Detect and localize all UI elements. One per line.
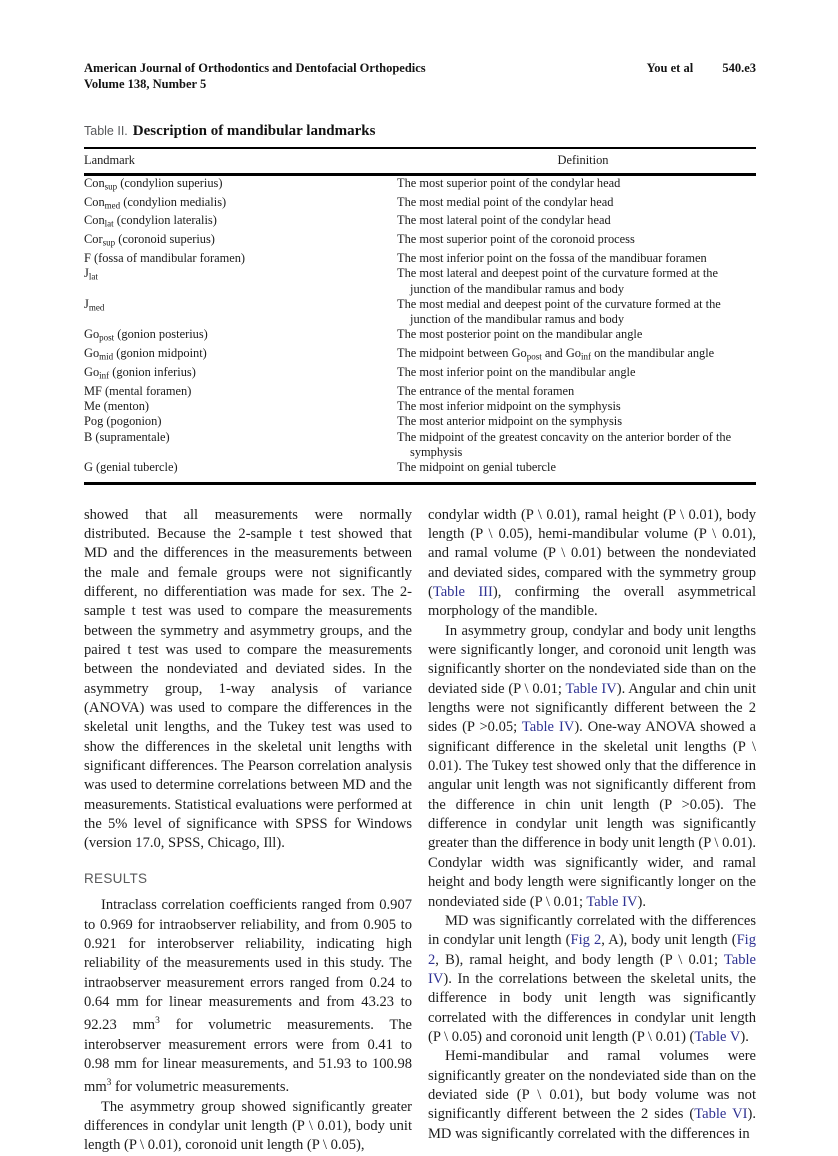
table-2-block	[84, 123, 756, 485]
definition-cell	[397, 327, 756, 346]
landmark-cell	[84, 414, 410, 429]
results-heading: RESULTS	[84, 870, 148, 886]
landmark-cell	[84, 430, 410, 461]
text-segment: G (genial tubercle)	[84, 460, 178, 475]
table-row	[84, 327, 756, 346]
subscript-text: lat	[104, 218, 114, 229]
definition-cell	[397, 429, 756, 461]
definition-cell	[397, 194, 756, 214]
definition-cell	[397, 232, 756, 251]
paragraph-asymmetry-continuation	[428, 506, 756, 622]
definition-cell	[397, 296, 756, 328]
text-segment: B (supramentale)	[84, 429, 170, 444]
authors: You et al	[646, 61, 694, 75]
landmarks-table-body	[84, 174, 756, 483]
running-header	[84, 60, 756, 93]
landmark-cell	[84, 346, 410, 365]
text-segment: Go	[84, 327, 100, 342]
text-segment: Con	[84, 194, 105, 209]
text-segment: (condylion lateralis)	[113, 213, 217, 228]
journal-title: American Journal of Orthodontics and Dentofacial Orthopedics	[84, 61, 426, 75]
table-caption	[84, 123, 756, 149]
definition-cell	[397, 460, 756, 483]
text-segment: condylar width (P \ 0.01), ramal height (P \ 0.01), body length (P \ 0.05), hemi-mandibular volume (P \ 0.01), and ramal volume (P \ 0.01) between the nondeviated and deviated sides, compared with the symmetry group (	[428, 506, 756, 601]
table-caption-label: Table II.	[84, 123, 128, 138]
subscript-text: med	[104, 200, 121, 211]
landmark-cell	[84, 365, 410, 384]
landmarks-table-header	[84, 149, 756, 175]
text-segment: Pog (pogonion)	[84, 414, 162, 429]
cross-reference-link[interactable]: Table IV	[521, 719, 575, 736]
text-segment: The most lateral and deepest point of the curvature formed at the junction of the mandibular ramus and body	[397, 266, 719, 296]
text-segment: The most anterior midpoint on the symphysis	[397, 414, 623, 429]
text-segment: ). MD was significantly correlated with the differences in	[428, 1106, 756, 1142]
text-segment: The most inferior point on the mandibular angle	[397, 365, 636, 380]
text-segment: The entrance of the mental foramen	[397, 383, 575, 398]
table-header-row	[84, 149, 756, 175]
subscript-text: post	[99, 332, 115, 343]
paragraph-volumes	[428, 1047, 756, 1144]
paragraph-md-correlation	[428, 912, 756, 1047]
table-row	[84, 399, 756, 414]
text-segment: F (fossa of mandibular foramen)	[84, 250, 246, 265]
definition-cell	[397, 213, 756, 232]
table-row	[84, 251, 756, 266]
table-row	[84, 232, 756, 251]
paragraph-unit-lengths	[428, 622, 756, 912]
subscript-text: inf	[580, 351, 591, 362]
table-row	[84, 384, 756, 399]
table-row	[84, 174, 756, 194]
table-row	[84, 297, 756, 328]
cross-reference-link[interactable]: Fig 2	[428, 932, 756, 968]
table-row	[84, 414, 756, 429]
text-segment: Con	[84, 213, 105, 228]
article-identification	[647, 60, 756, 76]
table-row	[84, 460, 756, 483]
cross-reference-link[interactable]: Table V	[694, 1028, 741, 1045]
right-column	[428, 506, 756, 1156]
text-segment: MD was significantly correlated with the differences in condylar unit length (	[428, 912, 756, 949]
definition-cell	[397, 383, 756, 399]
text-segment: Con	[84, 175, 105, 190]
text-segment: Hemi-mandibular and ramal volumes were significantly greater on the nondeviated side than on the deviated side (P \ 0.01), but body volume was not significantly different between the 2 sides (	[428, 1048, 756, 1123]
column-header-definition: Definition	[410, 149, 756, 175]
text-segment: Go	[84, 346, 100, 361]
subscript-text: sup	[104, 181, 118, 192]
landmarks-table	[84, 149, 756, 485]
cross-reference-link[interactable]: Table IV	[428, 951, 756, 987]
landmark-cell	[84, 251, 410, 266]
text-segment: (gonion midpoint)	[113, 346, 207, 361]
landmark-cell	[84, 232, 410, 251]
cross-reference-link[interactable]: Fig 2	[570, 932, 602, 949]
subscript-text: inf	[99, 370, 110, 381]
text-segment: ). One-way ANOVA showed a significant difference in the skeletal unit lengths (P \ 0.01). The Tukey test showed only that the difference in angular unit length was not significantly different from the difference in chin unit length (P >0.05). The difference in condylar unit length was significantly greater than the difference in body unit length (P \ 0.01). Condylar width was significantly wider, and ramal height and body length were significantly longer on the nondeviated side (P \ 0.01;	[428, 719, 757, 910]
definition-cell	[397, 365, 756, 384]
table-row	[84, 346, 756, 365]
column-header-landmark: Landmark	[84, 149, 410, 175]
cross-reference-link[interactable]: Table IV	[565, 680, 617, 697]
text-segment: , A), body unit length (	[601, 932, 737, 949]
text-segment: showed that all measurements were normally distributed. Because the 2-sample t test showed that MD and the differences in the measurements between the male and female groups were not significantly different, no differentiation was made for sex. The 2-sample t test was used to compare the measurements between the symmetry and asymmetry groups, and the paired t test was used to compare the measurements between the nondeviated and deviated sides. In the asymmetry group, 1-way analysis of variance (ANOVA) was used to compare the differences in the skeletal unit lengths, and the Tukey test was used to show the differences in the skeletal unit lengths with significant differences. The Pearson correlation analysis was used to determine correlations between MD and the measurements. Statistical evaluations were performed at the 5% level of significance with SPSS for Windows (version 17.0, SPSS, Chicago, Ill).	[84, 506, 412, 852]
text-segment: The most lateral point of the condylar head	[397, 213, 611, 228]
superscript-text: 3	[106, 1078, 112, 1089]
landmark-cell	[84, 384, 410, 399]
journal-issue: Volume 138, Number 5	[84, 77, 207, 92]
table-caption-title: Description of mandibular landmarks	[132, 122, 376, 139]
table-row	[84, 430, 756, 461]
article-body	[84, 506, 756, 1156]
text-segment: (gonion posterius)	[114, 327, 208, 342]
text-segment: ), confirming the overall asymmetrical morphology of the mandible.	[428, 584, 756, 620]
table-row	[84, 365, 756, 384]
text-segment: J	[84, 266, 89, 281]
text-segment: The most inferior midpoint on the symphysis	[397, 399, 621, 414]
table-row	[84, 213, 756, 232]
cross-reference-link[interactable]: Table IV	[586, 893, 638, 910]
text-segment: Cor	[84, 232, 103, 247]
text-segment: The asymmetry group showed significantly greater differences in condylar unit length (P \ 0.01), body unit length (P \ 0.01), coronoid unit length (P \ 0.05),	[84, 1098, 412, 1154]
definition-cell	[397, 399, 756, 414]
text-segment: The midpoint between Go	[397, 346, 527, 361]
text-segment: , B), ramal height, and body length (P \ 0.01;	[435, 951, 724, 968]
page-number: 540.e3	[722, 61, 756, 75]
landmark-cell	[84, 195, 410, 214]
text-segment: The most medial point of the condylar head	[397, 194, 614, 209]
text-segment: The most superior point of the condylar head	[397, 175, 621, 190]
text-segment: MF (mental foramen)	[84, 383, 192, 398]
text-segment: The midpoint of the greatest concavity on the anterior border of the symphysis	[397, 429, 732, 460]
text-segment: The most medial and deepest point of the curvature formed at the junction of the mandibular ramus and body	[397, 296, 721, 327]
text-segment: Me (menton)	[84, 399, 150, 414]
left-column	[84, 506, 412, 1156]
landmark-cell	[84, 399, 410, 414]
definition-cell	[397, 414, 756, 429]
subscript-text: med	[88, 302, 105, 313]
definition-cell	[397, 174, 756, 194]
text-segment: (coronoid superius)	[115, 232, 215, 247]
landmark-cell	[84, 327, 410, 346]
text-segment: (gonion inferius)	[109, 365, 196, 380]
landmark-cell	[84, 174, 410, 194]
text-segment: The most superior point of the coronoid process	[397, 232, 635, 247]
subscript-text: sup	[102, 237, 116, 248]
journal-identification	[84, 60, 426, 93]
landmark-cell	[84, 297, 410, 328]
text-segment: J	[84, 296, 89, 311]
definition-cell	[397, 250, 756, 266]
subscript-text: post	[526, 351, 542, 362]
text-segment: ).	[637, 893, 646, 910]
text-segment: In asymmetry group, condylar and body unit lengths were significantly longer, and coronoid unit length was significantly shorter on the nondeviated side than on the deviated side (P \ 0.01;	[428, 622, 756, 697]
superscript-text: 3	[155, 1016, 160, 1027]
paragraph-asymmetry-group	[84, 1098, 412, 1156]
definition-cell	[397, 266, 756, 297]
paragraph-statistics-continuation	[84, 506, 412, 854]
text-segment: (condylion medialis)	[120, 194, 227, 209]
cross-reference-link[interactable]: Table VI	[694, 1106, 748, 1123]
text-segment: (condylion superius)	[117, 175, 223, 190]
definition-cell	[397, 346, 756, 365]
landmark-cell	[84, 266, 410, 297]
text-segment: Intraclass correlation coefficients ranged from 0.907 to 0.969 for intraobserver reliability, and from 0.905 to 0.921 for interobserver reliability, indicating high reliability of the measurements used in this study. The intraobserver measurement errors ranged from 0.24 to 0.64 mm for linear measurements and from 43.23 to 92.23 mm	[84, 897, 412, 1034]
subscript-text: mid	[99, 351, 114, 362]
landmark-cell	[84, 213, 410, 232]
text-segment: The most posterior point on the mandibular angle	[397, 327, 643, 342]
text-segment: for volumetric measurements.	[111, 1079, 290, 1096]
table-row	[84, 195, 756, 214]
text-segment: The midpoint on genial tubercle	[397, 460, 556, 475]
text-segment: The most inferior point on the fossa of the mandibuar foramen	[397, 250, 707, 265]
landmark-cell	[84, 460, 410, 483]
cross-reference-link[interactable]: Table III	[432, 584, 493, 601]
text-segment: Go	[84, 365, 100, 380]
text-segment: on the mandibular angle	[590, 346, 715, 361]
subscript-text: lat	[88, 271, 98, 282]
table-row	[84, 266, 756, 297]
text-segment: and Go	[541, 346, 581, 361]
text-segment: ). Angular and chin unit lengths were not significantly different between the 2 sides (P >0.05;	[428, 680, 756, 736]
text-segment: for volumetric measurements. The interobserver measurement errors were from 0.41 to 0.98 mm for linear measurements, and 51.93 to 100.98 mm	[84, 1017, 412, 1096]
text-segment: ). In the correlations between the skeletal units, the difference in body unit length was significantly correlated with the differences in condylar unit length (P \ 0.05) and coronoid unit length (P \ 0.01) (	[428, 970, 756, 1045]
paragraph-reliability	[84, 896, 412, 1097]
text-segment: ).	[740, 1028, 749, 1045]
